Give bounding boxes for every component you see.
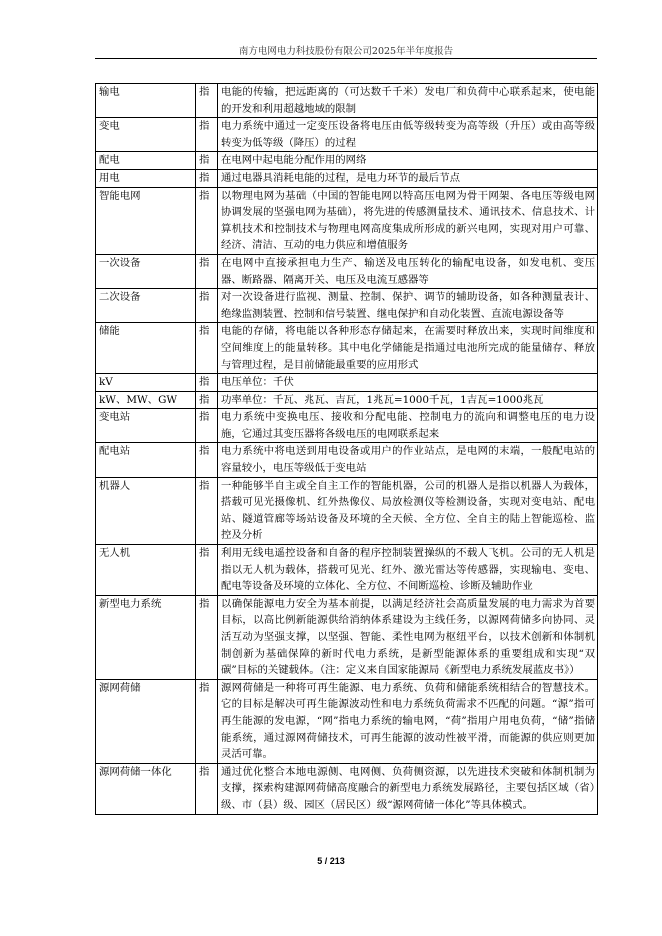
page-number: 5 / 213 — [317, 856, 345, 866]
table-row — [96, 118, 598, 152]
term-cell: 智能电网 — [96, 187, 196, 254]
ref-cell: 指 — [196, 409, 218, 443]
ref-cell: 指 — [196, 763, 218, 814]
term-cell: 配电 — [96, 152, 196, 170]
definition-cell: 功率单位：千瓦、兆瓦、吉瓦，1兆瓦=1000千瓦，1吉瓦=1000兆瓦 — [218, 391, 598, 409]
term-cell: 储能 — [96, 323, 196, 374]
definition-cell: 以物理电网为基础（中国的智能电网以特高压电网为骨干网架、各电压等级电网协调发展的坚强电网为基础），将先进的传感测量技术、通讯技术、信息技术、计算机技术和控制技术与物理电网高度集成所形成的新兴电网，实现对用户可靠、经济、清洁、互动的电力供应和增值服务 — [218, 187, 598, 254]
table-row — [96, 169, 598, 187]
definitions-table — [95, 83, 598, 815]
table-row — [96, 545, 598, 596]
ref-cell: 指 — [196, 595, 218, 679]
term-cell: 输电 — [96, 84, 196, 118]
table-row — [96, 152, 598, 170]
table-row — [96, 374, 598, 392]
term-cell: 一次设备 — [96, 254, 196, 288]
ref-cell: 指 — [196, 374, 218, 392]
term-cell: 变电 — [96, 118, 196, 152]
ref-cell: 指 — [196, 679, 218, 763]
table-row — [96, 763, 598, 814]
term-cell: 变电站 — [96, 409, 196, 443]
definition-cell: 电能的存储，将电能以各种形态存储起来，在需要时释放出来，实现时间维度和空间维度上的能量转移。其中电化学储能是指通过电池所完成的能量储存、释放与管理过程，是目前储能最重要的应用形式 — [218, 323, 598, 374]
ref-cell: 指 — [196, 545, 218, 596]
definition-cell: 在电网中起电能分配作用的网络 — [218, 152, 598, 170]
table-row — [96, 679, 598, 763]
term-cell: 用电 — [96, 169, 196, 187]
definition-cell: 通过电器具消耗电能的过程，是电力环节的最后节点 — [218, 169, 598, 187]
table-row — [96, 477, 598, 544]
term-cell: 配电站 — [96, 443, 196, 477]
term-cell: 机器人 — [96, 477, 196, 544]
ref-cell: 指 — [196, 443, 218, 477]
ref-cell: 指 — [196, 152, 218, 170]
ref-cell: 指 — [196, 289, 218, 323]
definition-cell: 源网荷储是一种将可再生能源、电力系统、负荷和储能系统相结合的智慧技术。它的目标是解决可再生能源波动性和电力系统负荷需求不匹配的问题。“源”指可再生能源的发电源，“网”指电力系统的输电网，“荷”指用户用电负荷，“储”指储能系统，通过源网荷储技术，可再生能源的波动性被平滑，而能源的供应则更加灵活可靠。 — [218, 679, 598, 763]
definition-cell: 电能的传输，把远距离的（可达数千千米）发电厂和负荷中心联系起来，使电能的开发和利用超越地域的限制 — [218, 84, 598, 118]
definition-cell: 以确保能源电力安全为基本前提，以满足经济社会高质量发展的电力需求为首要目标，以高比例新能源供给消纳体系建设为主线任务，以源网荷储多向协同、灵活互动为坚强支撑，以坚强、智能、柔性电网为枢纽平台，以技术创新和体制机制创新为基础保障的新时代电力系统，是新型能源体系的重要组成和实现“双碳”目标的关键载体。（注：定义来自国家能源局《新型电力系统发展蓝皮书》） — [218, 595, 598, 679]
ref-cell: 指 — [196, 391, 218, 409]
definition-cell: 一种能够半自主或全自主工作的智能机器，公司的机器人是指以机器人为载体，搭载可见光摄像机、红外热像仪、局放检测仪等检测设备，实现对变电站、配电站、隧道管廊等场站设备及环境的全天候、全方位、全自主的陆上智能巡检、监控及分析 — [218, 477, 598, 544]
definitions-table-body — [96, 84, 598, 815]
table-row — [96, 443, 598, 477]
ref-cell: 指 — [196, 84, 218, 118]
ref-cell: 指 — [196, 254, 218, 288]
term-cell: 二次设备 — [96, 289, 196, 323]
definition-cell: 通过优化整合本地电源侧、电网侧、负荷侧资源，以先进技术突破和体制机制为支撑，探索构建源网荷储高度融合的新型电力系统发展路径，主要包括区域（省）级、市（县）级、园区（居民区）级“源网荷储一体化”等具体模式。 — [218, 763, 598, 814]
ref-cell: 指 — [196, 169, 218, 187]
table-row — [96, 187, 598, 254]
page-header: 南方电网电力科技股份有限公司2025年半年度报告 — [238, 46, 454, 57]
definition-cell: 利用无线电遥控设备和自备的程序控制装置操纵的不载人飞机。公司的无人机是指以无人机为载体，搭载可见光、红外、激光雷达等传感器，实现输电、变电、配电等设备及环境的立体化、全方位、不间断巡检、诊断及辅助作业 — [218, 545, 598, 596]
definition-cell: 电压单位：千伏 — [218, 374, 598, 392]
definition-cell: 电力系统中变换电压、接收和分配电能、控制电力的流向和调整电压的电力设施，它通过其变压器将各级电压的电网联系起来 — [218, 409, 598, 443]
table-row — [96, 391, 598, 409]
table-row — [96, 84, 598, 118]
definition-cell: 在电网中直接承担电力生产、输送及电压转化的输配电设备，如发电机、变压器、断路器、隔离开关、电压及电流互感器等 — [218, 254, 598, 288]
ref-cell: 指 — [196, 477, 218, 544]
term-cell: 新型电力系统 — [96, 595, 196, 679]
table-row — [96, 323, 598, 374]
term-cell: 源网荷储 — [96, 679, 196, 763]
table-row — [96, 254, 598, 288]
term-cell: kV — [96, 374, 196, 392]
table-row — [96, 289, 598, 323]
definition-cell: 电力系统中通过一定变压设备将电压由低等级转变为高等级（升压）或由高等级转变为低等级（降压）的过程 — [218, 118, 598, 152]
ref-cell: 指 — [196, 323, 218, 374]
definition-cell: 电力系统中将电送到用电设备或用户的作业站点，是电网的末端，一般配电站的容量较小，电压等级低于变电站 — [218, 443, 598, 477]
definition-cell: 对一次设备进行监视、测量、控制、保护、调节的辅助设备，如各种测量表计、绝缘监测装置、控制和信号装置、继电保护和自动化装置、直流电源设备等 — [218, 289, 598, 323]
ref-cell: 指 — [196, 187, 218, 254]
ref-cell: 指 — [196, 118, 218, 152]
table-row — [96, 409, 598, 443]
term-cell: kW、MW、GW — [96, 391, 196, 409]
term-cell: 无人机 — [96, 545, 196, 596]
header-rule — [95, 58, 597, 59]
term-cell: 源网荷储一体化 — [96, 763, 196, 814]
table-row — [96, 595, 598, 679]
